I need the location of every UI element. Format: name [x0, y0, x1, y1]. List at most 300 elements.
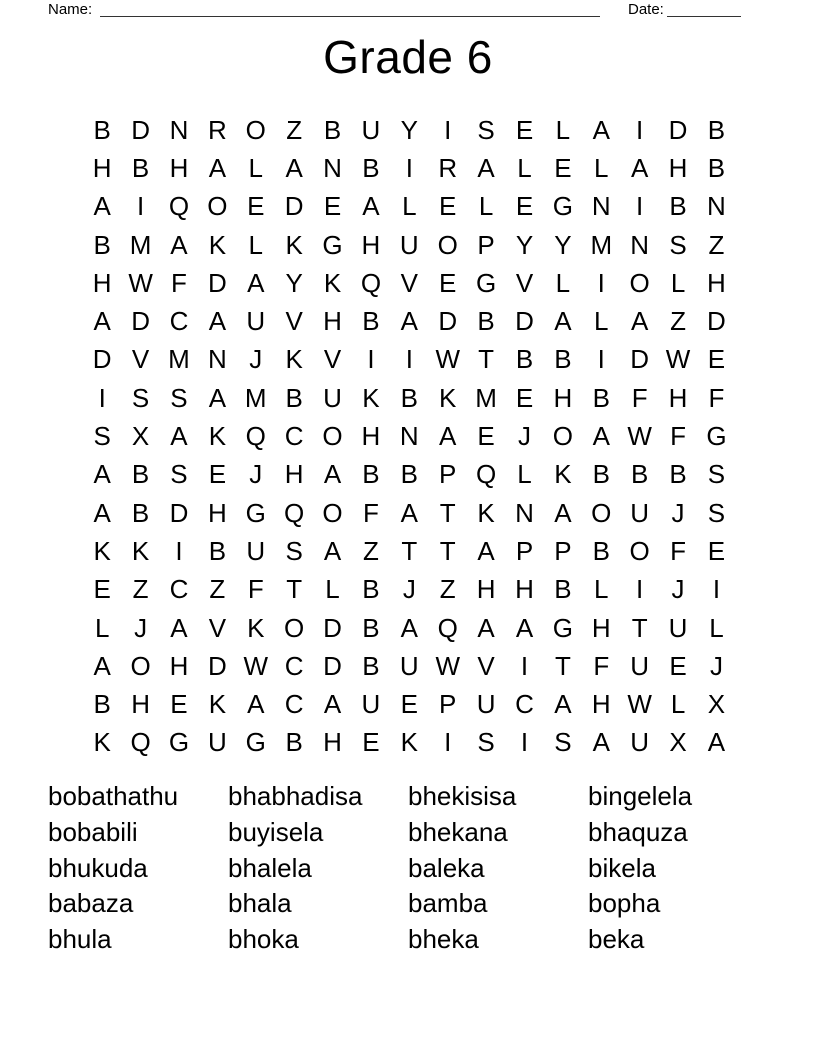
grid-cell-r17c4: U — [207, 727, 227, 758]
grid-cell-r8c2: S — [131, 382, 150, 413]
grid-cell-r13c16: J — [671, 574, 685, 605]
grid-cell-r14c15: T — [631, 612, 648, 643]
grid-cell-r13c2: Z — [132, 574, 149, 605]
grid-cell-r7c16: W — [665, 344, 691, 375]
grid-cell-r14c11: A — [477, 612, 495, 643]
grid-cell-r8c6: B — [285, 382, 303, 413]
word-item: bheka — [408, 924, 479, 955]
grid-cell-r12c16: F — [670, 535, 686, 566]
grid-cell-r6c1: A — [93, 306, 111, 337]
grid-cell-r9c10: A — [439, 421, 457, 452]
grid-cell-r9c11: E — [477, 421, 495, 452]
grid-cell-r14c14: H — [591, 612, 611, 643]
word-item: bobathathu — [48, 781, 179, 811]
grid-cell-r9c9: N — [399, 421, 419, 452]
grid-cell-r5c13: L — [555, 267, 571, 298]
grid-cell-r11c15: U — [630, 497, 650, 528]
word-list-column-1 — [48, 779, 228, 958]
grid-cell-r9c12: J — [517, 421, 531, 452]
grid-cell-r5c14: I — [597, 267, 605, 298]
grid-cell-r6c12: D — [515, 306, 534, 337]
grid-cell-r10c6: H — [284, 459, 304, 490]
word-item: bobabili — [48, 816, 138, 847]
grid-cell-r4c8: H — [361, 229, 381, 260]
grid-cell-r10c10: P — [439, 459, 457, 490]
grid-cell-r2c4: A — [208, 152, 227, 183]
grid-cell-r15c14: F — [593, 650, 610, 681]
grid-cell-r16c14: H — [591, 689, 611, 720]
grid-cell-r14c16: U — [668, 612, 688, 643]
grid-cell-r9c1: S — [93, 421, 111, 452]
grid-cell-r11c5: G — [245, 497, 266, 528]
grid-cell-r16c12: C — [515, 689, 534, 720]
grid-cell-r16c1: B — [93, 689, 111, 720]
grid-cell-r10c9: B — [400, 459, 418, 490]
grid-cell-r10c8: B — [362, 459, 380, 490]
grid-cell-r8c10: K — [439, 382, 457, 413]
grid-cell-r1c5: O — [245, 114, 266, 145]
grid-cell-r13c7: L — [325, 574, 340, 605]
grid-cell-r5c11: G — [475, 267, 497, 298]
grid-cell-r4c10: O — [437, 229, 458, 260]
grid-cell-r10c17: S — [707, 459, 726, 490]
grid-cell-r5c12: V — [515, 267, 534, 298]
grid-cell-r14c2: J — [134, 612, 148, 643]
grid-cell-r2c6: A — [285, 152, 303, 183]
grid-cell-r12c12: P — [515, 535, 534, 566]
grid-cell-r14c5: K — [247, 612, 265, 643]
grid-cell-r3c4: O — [207, 191, 228, 222]
grid-cell-r2c1: H — [92, 152, 112, 183]
grid-cell-r5c17: H — [707, 267, 726, 298]
grid-cell-r8c4: A — [208, 382, 227, 413]
grid-cell-r8c3: S — [170, 382, 188, 413]
grid-cell-r12c9: T — [401, 535, 418, 566]
grid-cell-r14c17: L — [709, 612, 724, 643]
grid-cell-r4c5: L — [248, 229, 263, 260]
grid-cell-r4c11: P — [477, 229, 495, 260]
grid-cell-r11c8: F — [362, 497, 379, 528]
grid-cell-r10c13: K — [554, 459, 572, 490]
grid-cell-r6c11: B — [477, 306, 495, 337]
grid-cell-r10c11: Q — [475, 459, 497, 490]
grid-cell-r17c1: K — [93, 727, 111, 758]
page-title: Grade 6 — [323, 31, 493, 83]
grid-cell-r15c2: O — [130, 650, 151, 681]
grid-cell-r16c7: A — [323, 689, 342, 720]
grid-cell-r15c17: J — [709, 650, 723, 681]
grid-cell-r7c5: J — [249, 344, 263, 375]
grid-cell-r13c8: B — [362, 574, 380, 605]
grid-cell-r15c12: I — [520, 650, 529, 681]
grid-cell-r12c3: I — [175, 535, 183, 566]
grid-cell-r16c3: E — [170, 689, 188, 720]
grid-cell-r15c7: D — [323, 650, 342, 681]
grid-cell-r10c2: B — [131, 459, 150, 490]
grid-cell-r15c4: D — [207, 650, 227, 681]
grid-cell-r5c15: O — [629, 267, 650, 298]
grid-cell-r8c5: M — [244, 382, 267, 413]
grid-cell-r17c12: I — [520, 727, 529, 758]
grid-cell-r3c12: E — [515, 191, 534, 222]
word-list-column-4 — [588, 779, 768, 958]
grid-cell-r7c11: T — [478, 344, 495, 375]
grid-cell-r4c16: S — [669, 229, 687, 260]
grid-cell-r6c5: U — [246, 306, 266, 337]
grid-cell-r12c10: T — [439, 535, 456, 566]
grid-cell-r5c3: F — [171, 267, 187, 298]
grid-cell-r3c3: Q — [168, 191, 190, 222]
grid-cell-r10c16: B — [669, 459, 687, 490]
grid-cell-r9c17: G — [706, 421, 727, 452]
grid-cell-r4c3: A — [170, 229, 188, 260]
grid-cell-r11c4: H — [207, 497, 227, 528]
grid-cell-r3c8: A — [362, 191, 380, 222]
grid-cell-r12c1: K — [93, 535, 111, 566]
grid-cell-r6c10: D — [438, 306, 458, 337]
word-item: bhoka — [228, 924, 299, 955]
grid-cell-r7c3: M — [168, 344, 190, 375]
grid-cell-r7c12: B — [515, 344, 534, 375]
grid-cell-r16c5: A — [247, 689, 265, 720]
grid-cell-r11c2: B — [131, 497, 150, 528]
grid-cell-r1c7: B — [323, 114, 342, 145]
grid-cell-r12c13: P — [554, 535, 572, 566]
word-item: bikela — [588, 852, 656, 883]
grid-cell-r17c16: X — [669, 727, 687, 758]
grid-cell-r17c9: K — [400, 727, 418, 758]
grid-cell-r12c8: Z — [362, 535, 379, 566]
name-fill-in-line — [100, 0, 600, 17]
grid-cell-r8c13: H — [553, 382, 573, 413]
grid-cell-r15c16: E — [669, 650, 687, 681]
grid-cell-r13c13: B — [554, 574, 572, 605]
grid-cell-r5c6: Y — [285, 267, 303, 298]
grid-cell-r8c7: U — [323, 382, 342, 413]
grid-cell-r5c5: A — [247, 267, 265, 298]
word-list-column-2 — [228, 779, 408, 958]
grid-cell-r2c11: A — [477, 152, 495, 183]
grid-cell-r11c7: O — [322, 497, 343, 528]
grid-cell-r8c16: H — [668, 382, 688, 413]
grid-cell-r1c1: B — [93, 114, 111, 145]
grid-cell-r11c11: K — [477, 497, 495, 528]
grid-cell-r2c10: R — [438, 152, 458, 183]
grid-cell-r9c14: A — [592, 421, 610, 452]
grid-cell-r13c15: I — [636, 574, 644, 605]
grid-cell-r8c15: F — [631, 382, 648, 413]
grid-cell-r1c4: R — [207, 114, 227, 145]
grid-cell-r17c8: E — [362, 727, 380, 758]
grid-cell-r17c17: A — [707, 727, 726, 758]
grid-cell-r13c6: T — [286, 574, 303, 605]
grid-cell-r1c15: I — [636, 114, 644, 145]
grid-cell-r1c17: B — [707, 114, 726, 145]
grid-cell-r15c6: C — [284, 650, 304, 681]
grid-cell-r6c4: A — [208, 306, 227, 337]
grid-cell-r7c10: W — [435, 344, 460, 375]
grid-cell-r13c9: J — [402, 574, 416, 605]
grid-cell-r15c8: B — [362, 650, 380, 681]
grid-cell-r2c3: H — [169, 152, 189, 183]
grid-cell-r10c5: J — [249, 459, 263, 490]
grid-cell-r14c1: L — [94, 612, 110, 643]
grid-cell-r15c3: H — [169, 650, 189, 681]
word-item: bingelela — [588, 781, 693, 811]
grid-cell-r1c13: L — [555, 114, 571, 145]
grid-cell-r6c16: Z — [670, 306, 686, 337]
word-item: bhalela — [228, 852, 312, 883]
grid-cell-r17c6: B — [285, 727, 303, 758]
grid-cell-r3c2: I — [136, 191, 145, 222]
grid-cell-r15c9: U — [399, 650, 419, 681]
grid-cell-r10c4: E — [208, 459, 227, 490]
grid-cell-r14c10: Q — [437, 612, 458, 643]
name-label: Name: — [48, 1, 93, 18]
grid-cell-r5c16: L — [670, 267, 686, 298]
grid-cell-r4c4: K — [208, 229, 227, 260]
grid-cell-r12c7: A — [323, 535, 342, 566]
grid-cell-r12c5: U — [246, 535, 266, 566]
grid-cell-r10c1: A — [93, 459, 111, 490]
grid-cell-r7c15: D — [630, 344, 650, 375]
grid-cell-r7c4: N — [207, 344, 227, 375]
grid-cell-r16c9: E — [400, 689, 418, 720]
grid-cell-r13c5: F — [247, 574, 264, 605]
grid-cell-r14c8: B — [362, 612, 380, 643]
word-item: bhabhadisa — [228, 781, 363, 811]
word-item: bamba — [408, 888, 488, 919]
grid-cell-r5c4: D — [207, 267, 227, 298]
grid-cell-r1c6: Z — [286, 114, 303, 145]
grid-cell-r9c4: K — [208, 421, 227, 452]
grid-cell-r8c12: E — [515, 382, 534, 413]
grid-cell-r17c7: H — [323, 727, 342, 758]
grid-cell-r3c1: A — [93, 191, 111, 222]
grid-cell-r11c17: S — [707, 497, 726, 528]
grid-cell-r2c16: H — [668, 152, 688, 183]
grid-cell-r11c1: A — [93, 497, 111, 528]
grid-cell-r9c5: Q — [245, 421, 266, 452]
grid-cell-r3c17: N — [707, 191, 726, 222]
grid-cell-r14c12: A — [515, 612, 534, 643]
grid-cell-r3c9: L — [402, 191, 417, 222]
grid-cell-r16c11: U — [476, 689, 496, 720]
word-item: beka — [588, 924, 645, 955]
grid-cell-r16c4: K — [208, 689, 227, 720]
grid-cell-r17c10: I — [444, 727, 452, 758]
grid-cell-r5c8: Q — [360, 267, 382, 298]
grid-cell-r11c10: T — [439, 497, 456, 528]
grid-cell-r3c7: E — [323, 191, 342, 222]
grid-cell-r15c1: A — [93, 650, 111, 681]
grid-cell-r6c14: L — [594, 306, 609, 337]
grid-cell-r17c3: G — [168, 727, 190, 758]
grid-cell-r15c15: U — [630, 650, 650, 681]
grid-cell-r7c13: B — [554, 344, 572, 375]
word-item: bhekisisa — [408, 781, 517, 811]
grid-cell-r6c3: C — [169, 306, 189, 337]
grid-cell-r7c14: I — [597, 344, 605, 375]
grid-cell-r14c6: O — [284, 612, 305, 643]
grid-cell-r17c2: Q — [130, 727, 151, 758]
grid-cell-r7c1: D — [92, 344, 112, 375]
word-item: bopha — [588, 888, 661, 919]
grid-cell-r8c11: M — [475, 382, 497, 413]
grid-cell-r11c16: J — [671, 497, 685, 528]
grid-cell-r7c17: E — [707, 344, 726, 375]
grid-cell-r2c14: L — [594, 152, 609, 183]
grid-cell-r8c14: B — [592, 382, 610, 413]
grid-cell-r2c12: L — [517, 152, 532, 183]
word-item: bhula — [48, 924, 112, 955]
worksheet-header — [0, 0, 816, 20]
grid-cell-r17c14: A — [592, 727, 610, 758]
word-item: bhala — [228, 888, 292, 919]
grid-cell-r13c14: L — [594, 574, 609, 605]
grid-cell-r7c8: I — [367, 344, 375, 375]
grid-cell-r9c13: O — [552, 421, 573, 452]
grid-cell-r15c11: V — [477, 650, 495, 681]
grid-cell-r16c6: C — [284, 689, 304, 720]
grid-cell-r2c7: N — [323, 152, 342, 183]
grid-cell-r14c3: A — [170, 612, 188, 643]
grid-cell-r12c14: B — [592, 535, 610, 566]
grid-cell-r3c13: G — [552, 191, 573, 222]
grid-cell-r9c15: W — [627, 421, 652, 452]
grid-cell-r10c15: B — [630, 459, 649, 490]
grid-cell-r13c12: H — [515, 574, 534, 605]
word-list — [48, 779, 768, 958]
grid-cell-r4c7: G — [322, 229, 343, 260]
grid-cell-r9c3: A — [170, 421, 188, 452]
grid-cell-r6c15: A — [630, 306, 649, 337]
grid-cell-r16c8: U — [361, 689, 381, 720]
grid-cell-r1c14: A — [592, 114, 610, 145]
grid-cell-r9c8: H — [361, 421, 381, 452]
grid-cell-r2c2: B — [131, 152, 150, 183]
grid-cell-r17c11: S — [477, 727, 495, 758]
grid-cell-r1c10: I — [444, 114, 452, 145]
grid-cell-r8c1: I — [98, 382, 106, 413]
grid-cell-r6c13: A — [554, 306, 572, 337]
grid-cell-r5c9: V — [400, 267, 418, 298]
grid-cell-r3c16: B — [669, 191, 687, 222]
grid-cell-r13c17: I — [712, 574, 721, 605]
grid-cell-r2c5: L — [248, 152, 263, 183]
grid-cell-r2c8: B — [362, 152, 380, 183]
grid-cell-r3c15: I — [636, 191, 644, 222]
grid-cell-r12c11: A — [477, 535, 495, 566]
grid-cell-r4c2: M — [129, 229, 152, 260]
word-item: bhekana — [408, 816, 508, 847]
grid-cell-r10c3: S — [170, 459, 188, 490]
grid-cell-r9c7: O — [322, 421, 343, 452]
grid-cell-r13c3: C — [169, 574, 189, 605]
grid-cell-r1c9: Y — [400, 114, 418, 145]
grid-cell-r2c13: E — [554, 152, 572, 183]
grid-cell-r15c5: W — [243, 650, 269, 681]
grid-cell-r6c8: B — [362, 306, 380, 337]
grid-cell-r9c16: F — [670, 421, 686, 452]
grid-cell-r5c10: E — [439, 267, 457, 298]
grid-cell-r12c2: K — [131, 535, 150, 566]
grid-cell-r1c3: N — [169, 114, 189, 145]
grid-cell-r16c2: H — [131, 689, 150, 720]
grid-cell-r14c13: G — [552, 612, 573, 643]
grid-cell-r13c1: E — [93, 574, 111, 605]
grid-cell-r4c9: U — [399, 229, 419, 260]
grid-cell-r3c6: D — [284, 191, 304, 222]
grid-cell-r4c14: M — [590, 229, 613, 260]
grid-cell-r12c15: O — [629, 535, 650, 566]
word-item: bhaquza — [588, 816, 688, 847]
grid-cell-r7c2: V — [131, 344, 150, 375]
grid-cell-r17c15: U — [630, 727, 650, 758]
grid-cell-r7c6: K — [285, 344, 303, 375]
grid-cell-r11c13: A — [554, 497, 572, 528]
date-fill-in-line — [667, 0, 741, 17]
grid-cell-r3c10: E — [439, 191, 457, 222]
grid-cell-r8c17: F — [708, 382, 725, 413]
grid-cell-r2c9: I — [405, 152, 413, 183]
grid-cell-r6c6: V — [285, 306, 303, 337]
grid-cell-r16c13: A — [554, 689, 572, 720]
grid-cell-r17c5: G — [245, 727, 266, 758]
word-item: buyisela — [228, 816, 324, 847]
grid-cell-r6c2: D — [131, 306, 150, 337]
grid-cell-r4c17: Z — [708, 229, 725, 260]
grid-cell-r5c1: H — [92, 267, 112, 298]
word-item: baleka — [408, 852, 485, 883]
grid-cell-r16c17: X — [707, 689, 726, 720]
letter-grid — [83, 111, 736, 762]
word-item: bhukuda — [48, 852, 148, 883]
grid-cell-r10c7: A — [323, 459, 342, 490]
grid-cell-r16c15: W — [627, 689, 652, 720]
grid-cell-r11c12: N — [515, 497, 534, 528]
grid-cell-r7c7: V — [323, 344, 342, 375]
grid-cell-r10c12: L — [517, 459, 532, 490]
word-item: babaza — [48, 888, 134, 919]
grid-cell-r14c9: A — [400, 612, 418, 643]
grid-cell-r6c17: D — [707, 306, 726, 337]
grid-cell-r9c6: C — [284, 421, 304, 452]
grid-cell-r15c13: T — [554, 650, 571, 681]
grid-cell-r13c4: Z — [209, 574, 226, 605]
grid-cell-r13c10: Z — [439, 574, 456, 605]
grid-cell-r10c14: B — [592, 459, 610, 490]
grid-cell-r9c2: X — [131, 421, 150, 452]
grid-cell-r15c10: W — [435, 650, 460, 681]
grid-cell-r8c9: B — [400, 382, 418, 413]
grid-cell-r4c6: K — [285, 229, 303, 260]
grid-cell-r12c6: S — [285, 535, 303, 566]
grid-cell-r6c9: A — [400, 306, 418, 337]
grid-cell-r4c1: B — [93, 229, 111, 260]
grid-cell-r3c5: E — [247, 191, 265, 222]
grid-cell-r1c11: S — [477, 114, 495, 145]
word-list-column-3 — [408, 779, 588, 958]
grid-cell-r4c12: Y — [515, 229, 534, 260]
grid-cell-r1c16: D — [668, 114, 688, 145]
grid-cell-r11c9: A — [400, 497, 418, 528]
grid-cell-r7c9: I — [405, 344, 413, 375]
grid-cell-r2c15: A — [630, 152, 649, 183]
grid-cell-r5c2: W — [128, 267, 153, 298]
grid-cell-r8c8: K — [362, 382, 380, 413]
grid-cell-r17c13: S — [554, 727, 572, 758]
